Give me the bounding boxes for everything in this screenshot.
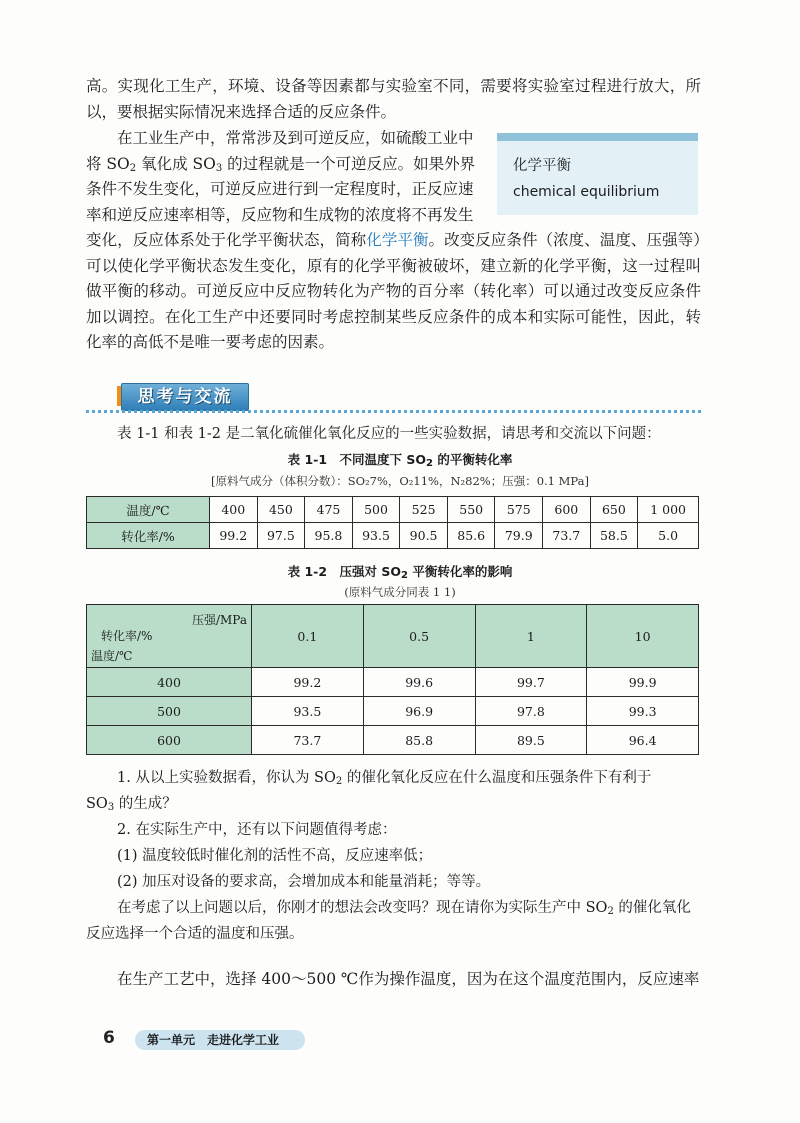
question-2-item-1: (1) 温度较低时催化剂的活性不高，反应速率低； — [117, 848, 433, 864]
question-1: 1. 从以上实验数据看，你认为 $SO_2$ 的催化氧化反应在什么温度和压强条件下有利于 — [117, 770, 652, 787]
table2-pressure-header: 0.5 — [363, 605, 475, 668]
table1-cell: 85.6 — [447, 523, 495, 549]
table1-cell: 5.0 — [638, 523, 699, 549]
table2-row — [87, 726, 699, 755]
table1-cell: 95.8 — [305, 523, 353, 549]
table2-caption: 表 1-2 压强对 $SO_2$ 平衡转化率的影响 — [287, 564, 513, 581]
question-3: 在考虑了以上问题以后，你刚才的想法会改变吗？现在请你为实际生产中 $SO_2$ 的催化氧化反应选择一个合适的温度和压强。 — [86, 900, 691, 942]
table2-diagonal-header: 压强/MPa 转化率/% 温度/℃ — [87, 605, 252, 668]
glossary-term-zh: 化学平衡 — [513, 158, 571, 174]
paragraph-bottom: 在生产工艺中，选择 400～500 ℃作为操作温度，因为在这个温度范围内，反应速率 — [117, 970, 700, 988]
table2-cell: 99.3 — [587, 697, 699, 726]
table2-row-temperature: 400 — [87, 668, 252, 697]
table2-pressure-header: 0.1 — [252, 605, 364, 668]
table2-note: (原料气成分同表 1 1) — [344, 585, 456, 599]
question-2: 2. 在实际生产中，还有以下问题值得考虑： — [117, 822, 397, 838]
table2-pressure-header: 10 — [587, 605, 699, 668]
table1-header-temperature: 温度/℃ — [87, 497, 210, 523]
table2-cell: 99.9 — [587, 668, 699, 697]
table1-cell: 400 — [210, 497, 258, 523]
keyword-chemical-equilibrium: 化学平衡 — [366, 231, 429, 249]
table1-row-temperature — [87, 497, 699, 523]
table1-row-conversion — [87, 523, 699, 549]
table2-header-row — [87, 605, 699, 668]
table2-conversion-by-pressure — [86, 604, 699, 755]
table1-cell: 600 — [543, 497, 591, 523]
table1-caption: 表 1-1 不同温度下 $SO_2$ 的平衡转化率 — [287, 452, 513, 469]
table2-row — [87, 668, 699, 697]
table1-cell: 97.5 — [257, 523, 305, 549]
section-banner-title: 思考与交流 — [121, 383, 249, 411]
table1-cell: 575 — [495, 497, 543, 523]
glossary-term-en: chemical equilibrium — [513, 184, 660, 200]
page-number: 6 — [103, 1028, 115, 1048]
section-intro: 表 1-1 和表 1-2 是二氧化硫催化氧化反应的一些实验数据，请思考和交流以下问题： — [117, 426, 661, 442]
table1-cell: 58.5 — [590, 523, 638, 549]
table1-header-conversion: 转化率/% — [87, 523, 210, 549]
table2-cell: 89.5 — [475, 726, 587, 755]
table1-cell: 79.9 — [495, 523, 543, 549]
table2-cell: 93.5 — [252, 697, 364, 726]
table2-cell: 99.6 — [363, 668, 475, 697]
table2-cell: 73.7 — [252, 726, 364, 755]
question-2-item-2: (2) 加压对设备的要求高，会增加成本和能量消耗；等等。 — [117, 874, 491, 890]
unit-title: 第一单元 走进化学工业 — [135, 1030, 305, 1050]
discussion-questions: 1. 从以上实验数据看，你认为 $SO_2$ 的催化氧化反应在什么温度和压强条件下有利于 $SO_3$ 的生成？ 2. 在实际生产中，还有以下问题值得考虑： (1) 温度较低时催化剂的活性不高，反应速率低； (2) 加压对设备的要求高，会增加成本和能量消耗；等等。 在考虑了以上问题以后，你刚才的想法会改变吗？现在请你为实际生产中 $SO_2$ 的催化氧化反应选择一个合适的温度和压强。 — [86, 765, 701, 947]
glossary-sidebox — [497, 133, 698, 215]
table2-cell: 96.4 — [587, 726, 699, 755]
table2-cell: 85.8 — [363, 726, 475, 755]
table1-conversion-by-temperature — [86, 496, 699, 549]
table2-cell: 99.2 — [252, 668, 364, 697]
section-banner — [117, 383, 249, 409]
table2-pressure-header: 1 — [475, 605, 587, 668]
table1-note: [原料气成分（体积分数）：SO₂7%，O₂11%，N₂82%；压强：0.1 MPa] — [210, 474, 589, 488]
table1-cell: 73.7 — [543, 523, 591, 549]
table1-cell: 650 — [590, 497, 638, 523]
table1-cell: 500 — [352, 497, 400, 523]
table1-cell: 93.5 — [352, 523, 400, 549]
dotted-divider — [86, 410, 701, 413]
table1-cell: 550 — [447, 497, 495, 523]
table1-cell: 475 — [305, 497, 353, 523]
table2-row-temperature: 600 — [87, 726, 252, 755]
table1-cell: 525 — [400, 497, 448, 523]
table1-cell: 450 — [257, 497, 305, 523]
table1-cell: 99.2 — [210, 523, 258, 549]
table2-row-temperature: 500 — [87, 697, 252, 726]
table2-cell: 96.9 — [363, 697, 475, 726]
paragraph-2: 在工业生产中，常常涉及到可逆反应，如硫酸工业中 将 $SO_2$ 氧化成 $SO_3$ 的过程就是一个可逆反应。如果外界 条件不发生变化，可逆反应进行到一定程度时，正反应速 率和逆反应速率相等，反应物和生成物的浓度将不再发生 变化，反应体系处于化学平衡状态，简称化学平衡。改变反应条件（浓度、温度、压强等）可以使化学平衡状态发生变化，原有的化学平衡被破坏，建立新的化学平衡，这一过程叫做平衡的移动。可逆反应中反应物转化为产物的百分率（转化率）可以通过改变反应条件加以调控。在化工生产中还要同时考虑控制某些反应条件的成本和实际可能性，因此，转化率的高低不是唯一要考虑的因素。 — [86, 129, 701, 351]
table2-cell: 97.8 — [475, 697, 587, 726]
table1-cell: 1 000 — [638, 497, 699, 523]
table1-cell: 90.5 — [400, 523, 448, 549]
paragraph-1: 高。实现化工生产，环境、设备等因素都与实验室不同，需要将实验室过程进行放大，所以，要根据实际情况来选择合适的反应条件。 — [86, 77, 701, 121]
table2-row — [87, 697, 699, 726]
table2-cell: 99.7 — [475, 668, 587, 697]
